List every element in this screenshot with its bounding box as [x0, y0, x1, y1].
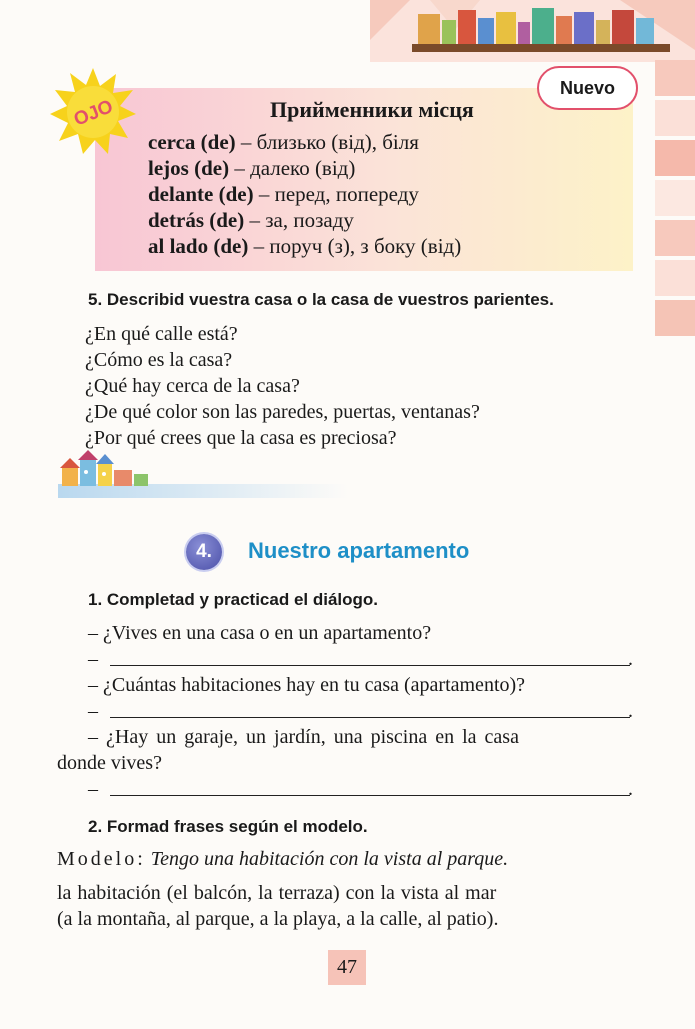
- answer-period: .: [628, 778, 633, 800]
- header-decoration: [370, 0, 695, 62]
- task-1-heading: 1. Completad y practicad el diálogo.: [88, 590, 379, 609]
- dialog-question: – ¿Hay un garaje, un jardín, una piscina en la casa: [88, 726, 519, 748]
- question-line: ¿Cómo es la casa?: [85, 349, 233, 371]
- books-illustration: [370, 0, 695, 62]
- task-2-heading: 2. Formad frases según el modelo.: [88, 817, 368, 836]
- dialog-question: – ¿Vives en una casa o en un apartamento?: [88, 622, 432, 644]
- grammar-title: Прийменники місця: [270, 97, 474, 122]
- question-line: ¿En qué calle está?: [85, 323, 238, 345]
- task-5-heading: 5. Describid vuestra casa o la casa de vuestros parientes.: [88, 290, 554, 309]
- exercise-line: (a la montaña, al parque, a la playa, a la calle, al patio).: [57, 908, 499, 930]
- question-line: ¿Por qué crees que la casa es preciosa?: [85, 427, 397, 449]
- question-line: ¿Qué hay cerca de la casa?: [85, 375, 300, 397]
- model-line: Modelo: Tengo una habitación con la vista al parque.: [57, 848, 509, 870]
- answer-blank[interactable]: [110, 717, 630, 718]
- answer-period: .: [628, 648, 633, 670]
- lesson-number-badge: 4.: [186, 534, 222, 570]
- grammar-item: cerca (de) – близько (від), біля: [148, 130, 419, 154]
- answer-blank[interactable]: [110, 665, 630, 666]
- grammar-item: al lado (de) – поруч (з), з боку (від): [148, 234, 462, 258]
- ojo-starburst-icon: [50, 68, 136, 154]
- nuevo-badge: Nuevo: [537, 66, 638, 110]
- page-number: 47: [328, 950, 366, 985]
- houses-illustration: [58, 448, 348, 502]
- right-edge-decoration: [655, 60, 695, 350]
- dialog-question: – ¿Cuántas habitaciones hay en tu casa (apartamento)?: [88, 674, 526, 696]
- grammar-item: detrás (de) – за, позаду: [148, 208, 354, 232]
- answer-period: .: [628, 700, 633, 722]
- ojo-label: OJO: [71, 96, 117, 131]
- dialog-dash: –: [88, 700, 98, 722]
- dialog-dash: –: [88, 648, 98, 670]
- exercise-line: la habitación (el balcón, la terraza) con la vista al mar: [57, 882, 497, 904]
- answer-blank[interactable]: [110, 795, 630, 796]
- grammar-item: lejos (de) – далеко (від): [148, 156, 356, 180]
- dialog-question-cont: donde vives?: [57, 752, 162, 774]
- grammar-item: delante (de) – перед, попереду: [148, 182, 419, 206]
- lesson-title: Nuestro apartamento: [248, 538, 470, 563]
- dialog-dash: –: [88, 778, 98, 800]
- question-line: ¿De qué color son las paredes, puertas, ventanas?: [85, 401, 480, 423]
